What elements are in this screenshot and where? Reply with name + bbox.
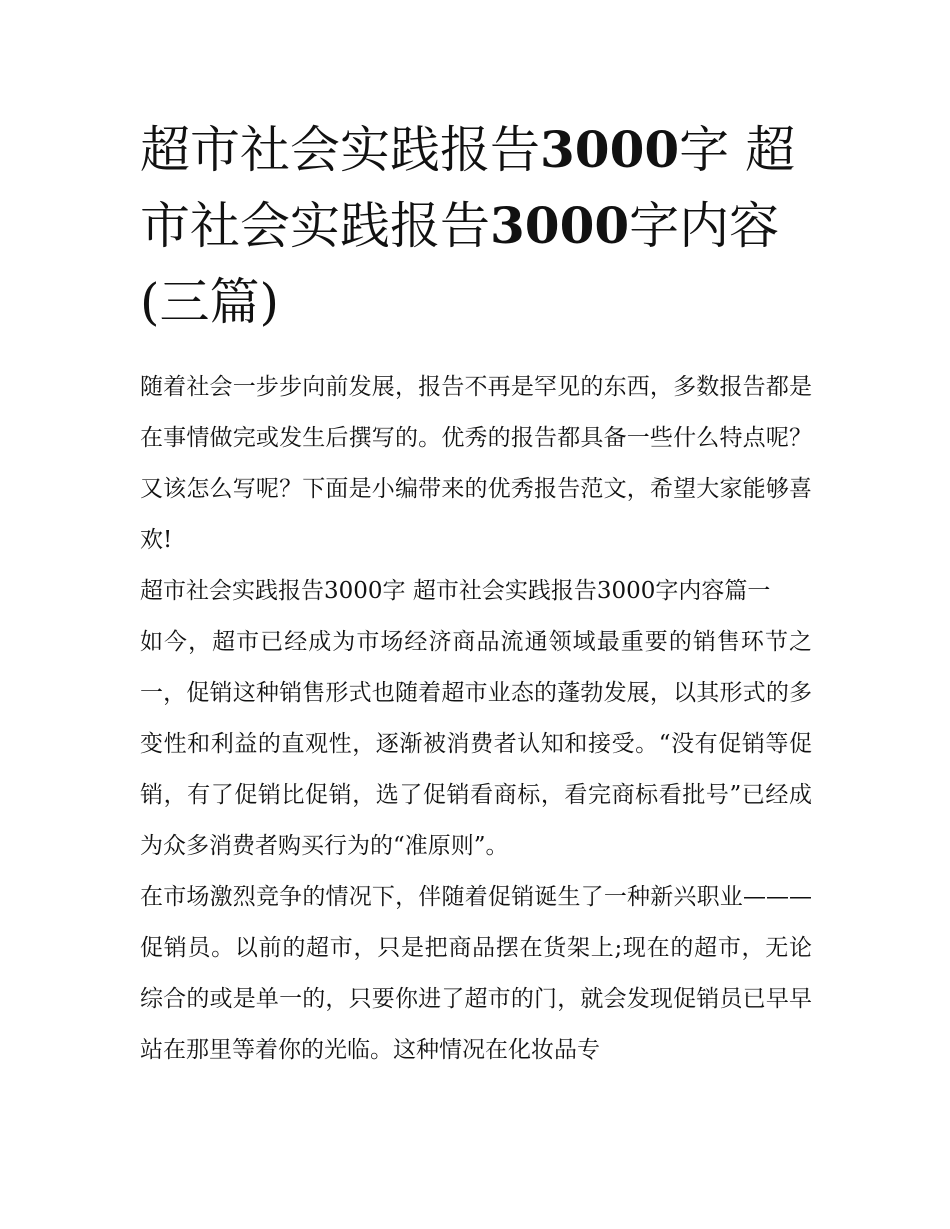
title-number-2: 3000 [490,196,630,255]
document-body [140,362,812,1076]
title-text-1: 超市社会实践报告 [140,121,540,179]
document-page [140,112,812,1076]
body-paragraph: 在市场激烈竞争的情况下，伴随着促销诞生了一种新兴职业———促销员。以前的超市，只是把商品摆在货架上;现在的超市，无论综合的或是单一的，只要你进了超市的门，就会发现促销员已早早站在那里等着你的光临。这种情况在化妆品专 [140,884,812,1063]
title-number-1: 3000 [540,120,680,179]
body-paragraph: 如今，超市已经成为市场经济商品流通领域最重要的销售环节之一，促销这种销售形式也随着超市业态的蓬勃发展，以其形式的多变性和利益的直观性，逐渐被消费者认知和接受。“没有促销等促销，有了促销比促销，选了促销看商标，看完商标看批号”已经成为众多消费者购买行为的“准原则”。 [140,629,812,859]
section-heading: 超市社会实践报告3000字 超市社会实践报告3000字内容篇一 [140,578,771,604]
title-text-2: 字 超市社会实践报告 [140,121,796,255]
title-text-3: 字内容(三篇) [140,197,780,331]
document-title [140,112,812,340]
intro-paragraph: 随着社会一步步向前发展，报告不再是罕见的东西，多数报告都是在事情做完或发生后撰写的。优秀的报告都具备一些什么特点呢？又该怎么写呢？下面是小编带来的优秀报告范文，希望大家能够喜欢! [140,374,812,553]
